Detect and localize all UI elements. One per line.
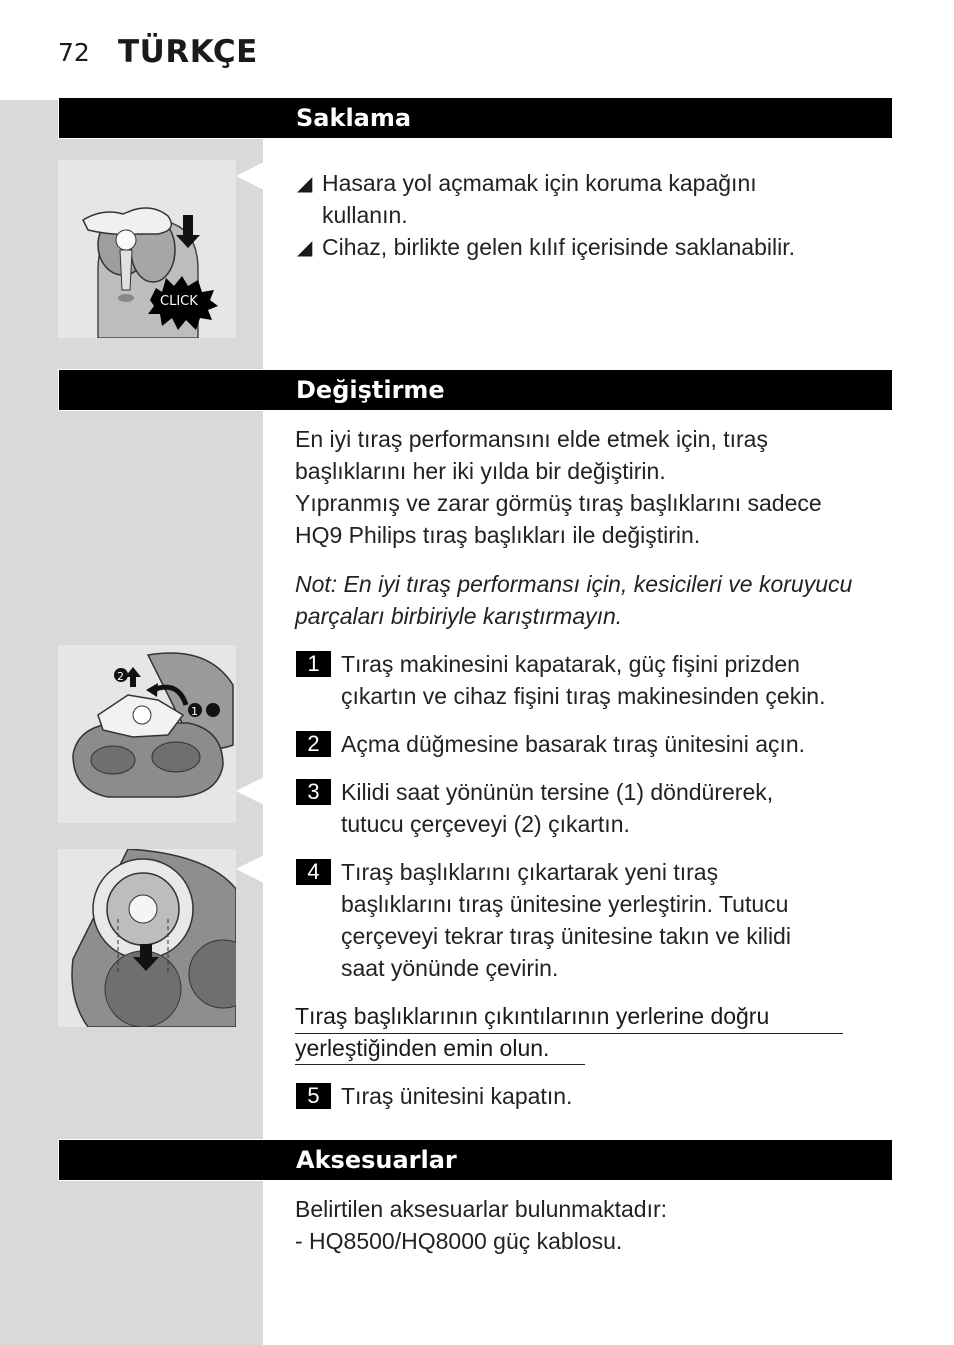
step-3-line-1: Kilidi saat yönünün tersine (1) döndürerek,	[341, 779, 774, 805]
section-bar-degistirme	[58, 369, 893, 411]
bullet-text-1-cont: kullanın.	[322, 202, 408, 228]
para-2-line-2: HQ9 Philips tıraş başlıkları ile değiştirin.	[295, 522, 701, 548]
figure-pointer	[236, 777, 264, 805]
figure-replace-heads	[58, 849, 236, 1027]
shaver-cap-illustration	[58, 160, 236, 338]
step-5-line-1: Tıraş ünitesini kapatın.	[341, 1083, 573, 1109]
step-1-line-2: çıkartın ve cihaz fişini tıraş makinesinden çekin.	[341, 683, 826, 709]
bullet-text-2: Cihaz, birlikte gelen kılıf içerisinde saklanabilir.	[322, 234, 795, 260]
section-title: Değiştirme	[296, 376, 445, 404]
step-4-line-4: saat yönünde çevirin.	[341, 955, 559, 981]
section-title: Saklama	[296, 104, 412, 132]
step-2-line-1: Açma düğmesine basarak tıraş ünitesini açın.	[341, 731, 806, 757]
language-heading: TÜRKÇE	[118, 34, 258, 70]
figure-open-unit	[58, 645, 236, 823]
shaving-unit-illustration	[58, 645, 236, 823]
section-title: Aksesuarlar	[296, 1146, 457, 1174]
figure-protection-cap	[58, 160, 236, 338]
step-4-line-1: Tıraş başlıklarını çıkartarak yeni tıraş	[341, 859, 719, 885]
mark-1: 1	[191, 705, 198, 718]
warning-line-2: yerleştiğinden emin olun.	[295, 1035, 550, 1061]
accessories-item: - HQ8500/HQ8000 güç kablosu.	[295, 1228, 623, 1254]
bullet-icon: ◢	[297, 171, 313, 195]
step-number: 2	[296, 731, 331, 757]
mark-2: 2	[117, 670, 124, 683]
step-number: 4	[296, 859, 331, 885]
step-number: 3	[296, 779, 331, 805]
warning-underline	[295, 1064, 585, 1065]
step-number: 1	[296, 651, 331, 677]
bullet-icon: ◢	[297, 235, 313, 259]
section-bar-saklama	[58, 97, 893, 139]
accessories-intro: Belirtilen aksesuarlar bulunmaktadır:	[295, 1196, 668, 1222]
page-number: 72	[58, 38, 90, 67]
warning-line-1: Tıraş başlıklarının çıkıntılarının yerlerine doğru	[295, 1003, 770, 1029]
click-label: CLICK	[160, 294, 198, 309]
step-4-line-3: çerçeveyi tekrar tıraş ünitesine takın ve kilidi	[341, 923, 791, 949]
para-1-line-1: En iyi tıraş performansını elde etmek için, tıraş	[295, 426, 768, 452]
step-1-line-1: Tıraş makinesini kapatarak, güç fişini prizden	[341, 651, 800, 677]
section-bar-aksesuarlar	[58, 1139, 893, 1181]
step-4-line-2: başlıklarını tıraş ünitesine yerleştirin. Tutucu	[341, 891, 789, 917]
step-number: 5	[296, 1083, 331, 1109]
step-3-line-2: tutucu çerçeveyi (2) çıkartın.	[341, 811, 630, 837]
bullet-text-1: Hasara yol açmamak için koruma kapağını	[322, 170, 757, 196]
shaving-head-illustration	[58, 849, 236, 1027]
para-1-line-2: başlıklarını her iki yılda bir değiştirin.	[295, 458, 666, 484]
para-2-line-1: Yıpranmış ve zarar görmüş tıraş başlıklarını sadece	[295, 490, 822, 516]
figure-pointer	[236, 162, 264, 190]
figure-pointer	[236, 855, 264, 883]
note-line-1: Not: En iyi tıraş performansı için, kesicileri ve koruyucu	[295, 571, 853, 597]
note-line-2: parçaları birbiriyle karıştırmayın.	[295, 603, 623, 629]
